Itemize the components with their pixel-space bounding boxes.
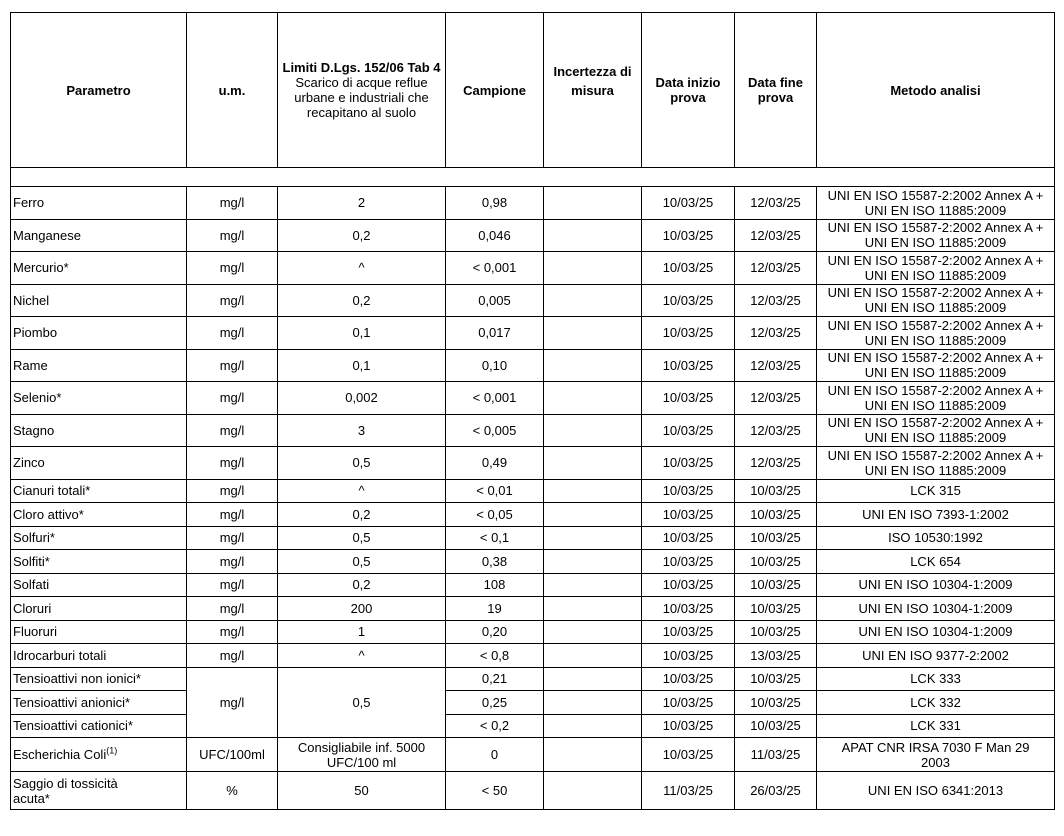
- end-date-cell: 12/03/25: [735, 349, 817, 382]
- method-line-2: UNI EN ISO 11885:2009: [864, 462, 1007, 478]
- sample-cell: 0,25: [446, 691, 544, 715]
- method-line-2: UNI EN ISO 11885:2009: [864, 430, 1007, 446]
- unit-cell: mg/l: [187, 414, 278, 447]
- method-cell: LCK 331: [817, 714, 1055, 738]
- table-body: [11, 168, 1055, 810]
- method-line-1: UNI EN ISO 10304-1:2009: [858, 624, 1013, 640]
- unit-cell: mg/l: [187, 667, 278, 738]
- unit-cell: mg/l: [187, 219, 278, 252]
- unit-cell: mg/l: [187, 503, 278, 527]
- start-date-cell: 10/03/25: [642, 284, 735, 317]
- end-date-cell: 10/03/25: [735, 714, 817, 738]
- limit-cell: 0,002: [278, 382, 446, 415]
- limit-cell: ^: [278, 644, 446, 668]
- parameter-cell: Zinco: [11, 447, 187, 480]
- limit-cell: 0,5: [278, 550, 446, 574]
- method-line-1: ISO 10530:1992: [888, 530, 983, 546]
- method-cell: [817, 620, 1055, 644]
- uncertainty-cell: [544, 317, 642, 350]
- unit-cell: mg/l: [187, 349, 278, 382]
- sample-cell: 19: [446, 597, 544, 621]
- unit-cell: %: [187, 772, 278, 810]
- limit-cell: 3: [278, 414, 446, 447]
- start-date-cell: 10/03/25: [642, 382, 735, 415]
- end-date-cell: 10/03/25: [735, 597, 817, 621]
- sample-cell: 0,005: [446, 284, 544, 317]
- method-line-2: UNI EN ISO 11885:2009: [864, 300, 1007, 316]
- start-date-cell: 10/03/25: [642, 550, 735, 574]
- parameter-cell: Manganese: [11, 219, 187, 252]
- end-date-cell: 12/03/25: [735, 187, 817, 220]
- parameter-cell: Cloruri: [11, 597, 187, 621]
- unit-cell: UFC/100ml: [187, 738, 278, 772]
- end-date-cell: 12/03/25: [735, 447, 817, 480]
- end-date-cell: 10/03/25: [735, 667, 817, 691]
- parameter-cell: [11, 772, 187, 810]
- method-line-2: UNI EN ISO 11885:2009: [864, 332, 1007, 348]
- method-cell: [817, 317, 1055, 350]
- method-cell: [817, 382, 1055, 415]
- limit-cell: 0,2: [278, 284, 446, 317]
- sample-cell: < 0,05: [446, 503, 544, 527]
- limit-cell: 50: [278, 772, 446, 810]
- header-row: [11, 13, 1055, 168]
- method-cell: [817, 414, 1055, 447]
- end-date-cell: 12/03/25: [735, 284, 817, 317]
- header-um: u.m.: [187, 13, 278, 168]
- uncertainty-cell: [544, 667, 642, 691]
- header-data-inizio: Data inizio prova: [642, 13, 735, 168]
- method-line-1: UNI EN ISO 15587-2:2002 Annex A +: [827, 382, 1044, 398]
- sample-cell: 0,49: [446, 447, 544, 480]
- method-line-1: UNI EN ISO 15587-2:2002 Annex A +: [827, 285, 1044, 301]
- uncertainty-cell: [544, 597, 642, 621]
- end-date-cell: 12/03/25: [735, 317, 817, 350]
- unit-cell: mg/l: [187, 382, 278, 415]
- method-line-1: UNI EN ISO 15587-2:2002 Annex A +: [827, 220, 1044, 236]
- limit-cell: 0,2: [278, 573, 446, 597]
- method-line-2: UNI EN ISO 11885:2009: [864, 397, 1007, 413]
- method-line-1: LCK 315: [910, 483, 961, 499]
- end-date-cell: 10/03/25: [735, 503, 817, 527]
- limit-cell: ^: [278, 252, 446, 285]
- table-row: [11, 597, 1055, 621]
- method-line-1: UNI EN ISO 15587-2:2002 Annex A +: [827, 415, 1044, 431]
- uncertainty-cell: [544, 349, 642, 382]
- table-row: [11, 252, 1055, 285]
- method-line-2: UNI EN ISO 11885:2009: [864, 235, 1007, 251]
- uncertainty-cell: [544, 644, 642, 668]
- header-limiti-title: Limiti D.Lgs. 152/06 Tab 4: [282, 60, 441, 75]
- table-row: [11, 550, 1055, 574]
- method-cell: [817, 526, 1055, 550]
- start-date-cell: 10/03/25: [642, 479, 735, 503]
- start-date-cell: 10/03/25: [642, 252, 735, 285]
- footnote-ref: (1): [106, 745, 118, 756]
- sample-cell: < 0,005: [446, 414, 544, 447]
- parameter-cell: [11, 738, 187, 772]
- method-line-1: UNI EN ISO 10304-1:2009: [858, 600, 1013, 616]
- header-incertezza: Incertezza di misura: [544, 13, 642, 168]
- limit-line-1: Consigliabile inf. 5000: [297, 739, 426, 755]
- parameter-cell: Piombo: [11, 317, 187, 350]
- parameter-cell: Mercurio*: [11, 252, 187, 285]
- parameter-cell: Tensioattivi non ionici*: [11, 667, 187, 691]
- method-line-2: UNI EN ISO 11885:2009: [864, 267, 1007, 283]
- sample-cell: 0,98: [446, 187, 544, 220]
- start-date-cell: 10/03/25: [642, 317, 735, 350]
- start-date-cell: 10/03/25: [642, 349, 735, 382]
- method-cell: UNI EN ISO 6341:2013: [817, 772, 1055, 810]
- unit-cell: mg/l: [187, 526, 278, 550]
- table-row: [11, 479, 1055, 503]
- table-row: [11, 447, 1055, 480]
- sample-cell: < 0,001: [446, 382, 544, 415]
- table-row: [11, 691, 1055, 715]
- limit-cell: 0,2: [278, 503, 446, 527]
- method-line-1: UNI EN ISO 15587-2:2002 Annex A +: [827, 187, 1044, 203]
- parameter-name: Escherichia Coli: [13, 747, 107, 762]
- method-cell: [817, 252, 1055, 285]
- method-line-1: UNI EN ISO 10304-1:2009: [858, 577, 1013, 593]
- parameter-cell: Cloro attivo*: [11, 503, 187, 527]
- start-date-cell: 10/03/25: [642, 620, 735, 644]
- end-date-cell: 12/03/25: [735, 219, 817, 252]
- method-cell: LCK 333: [817, 667, 1055, 691]
- unit-cell: mg/l: [187, 187, 278, 220]
- unit-cell: mg/l: [187, 597, 278, 621]
- method-line-1: UNI EN ISO 9377-2:2002: [862, 647, 1009, 663]
- uncertainty-cell: [544, 252, 642, 285]
- uncertainty-cell: [544, 503, 642, 527]
- parameter-line-2: acuta*: [13, 790, 50, 806]
- table-row: [11, 382, 1055, 415]
- unit-cell: mg/l: [187, 550, 278, 574]
- end-date-cell: 10/03/25: [735, 573, 817, 597]
- table-row: [11, 644, 1055, 668]
- uncertainty-cell: [544, 414, 642, 447]
- limit-cell: 0,1: [278, 349, 446, 382]
- table-row: [11, 349, 1055, 382]
- unit-cell: mg/l: [187, 317, 278, 350]
- uncertainty-cell: [544, 447, 642, 480]
- sample-cell: 0: [446, 738, 544, 772]
- method-cell: [817, 573, 1055, 597]
- start-date-cell: 10/03/25: [642, 447, 735, 480]
- uncertainty-cell: [544, 772, 642, 810]
- uncertainty-cell: [544, 284, 642, 317]
- method-line-1: UNI EN ISO 15587-2:2002 Annex A +: [827, 252, 1044, 268]
- parameter-cell: Solfiti*: [11, 550, 187, 574]
- start-date-cell: 10/03/25: [642, 714, 735, 738]
- limit-cell: 2: [278, 187, 446, 220]
- method-cell: [817, 349, 1055, 382]
- end-date-cell: 10/03/25: [735, 526, 817, 550]
- start-date-cell: 10/03/25: [642, 187, 735, 220]
- start-date-cell: 10/03/25: [642, 691, 735, 715]
- uncertainty-cell: [544, 550, 642, 574]
- unit-cell: mg/l: [187, 447, 278, 480]
- header-limiti-desc: Scarico di acque reflue urbane e industriali che recapitano al suolo: [294, 75, 429, 120]
- method-cell: [817, 503, 1055, 527]
- uncertainty-cell: [544, 526, 642, 550]
- method-cell: [817, 447, 1055, 480]
- method-line-1: UNI EN ISO 15587-2:2002 Annex A +: [827, 350, 1044, 366]
- uncertainty-cell: [544, 738, 642, 772]
- method-cell: [817, 550, 1055, 574]
- method-cell: [817, 284, 1055, 317]
- start-date-cell: 10/03/25: [642, 667, 735, 691]
- unit-cell: mg/l: [187, 620, 278, 644]
- sample-cell: 0,38: [446, 550, 544, 574]
- parameter-cell: Fluoruri: [11, 620, 187, 644]
- table-row: [11, 667, 1055, 691]
- parameter-cell: Solfati: [11, 573, 187, 597]
- unit-cell: mg/l: [187, 573, 278, 597]
- method-cell: [817, 738, 1055, 772]
- parameter-line-1: Saggio di tossicità: [13, 775, 118, 791]
- sample-cell: 0,017: [446, 317, 544, 350]
- parameter-cell: Ferro: [11, 187, 187, 220]
- sample-cell: < 0,8: [446, 644, 544, 668]
- end-date-cell: 11/03/25: [735, 738, 817, 772]
- method-cell: [817, 597, 1055, 621]
- end-date-cell: 12/03/25: [735, 414, 817, 447]
- sample-cell: < 0,001: [446, 252, 544, 285]
- table-row: [11, 620, 1055, 644]
- method-line-2: UNI EN ISO 11885:2009: [864, 202, 1007, 218]
- uncertainty-cell: [544, 219, 642, 252]
- end-date-cell: 12/03/25: [735, 252, 817, 285]
- end-date-cell: 12/03/25: [735, 382, 817, 415]
- sample-cell: 0,21: [446, 667, 544, 691]
- start-date-cell: 10/03/25: [642, 414, 735, 447]
- start-date-cell: 10/03/25: [642, 503, 735, 527]
- sample-cell: < 0,1: [446, 526, 544, 550]
- table-row: [11, 573, 1055, 597]
- start-date-cell: 10/03/25: [642, 644, 735, 668]
- limit-cell: [278, 738, 446, 772]
- table-row: [11, 714, 1055, 738]
- end-date-cell: 13/03/25: [735, 644, 817, 668]
- parameter-cell: Tensioattivi cationici*: [11, 714, 187, 738]
- uncertainty-cell: [544, 714, 642, 738]
- table-row: [11, 317, 1055, 350]
- spacer-row: [11, 168, 1055, 187]
- sample-cell: 0,10: [446, 349, 544, 382]
- sample-cell: < 0,2: [446, 714, 544, 738]
- method-cell: [817, 187, 1055, 220]
- limit-cell: 0,5: [278, 667, 446, 738]
- start-date-cell: 10/03/25: [642, 219, 735, 252]
- uncertainty-cell: [544, 691, 642, 715]
- method-line-1: LCK 654: [910, 553, 961, 569]
- spacer-cell: [11, 168, 1055, 187]
- start-date-cell: 10/03/25: [642, 738, 735, 772]
- limit-cell: ^: [278, 479, 446, 503]
- parameter-cell: Cianuri totali*: [11, 479, 187, 503]
- table-row: [11, 187, 1055, 220]
- parameter-cell: Rame: [11, 349, 187, 382]
- method-line-1: UNI EN ISO 7393-1:2002: [862, 506, 1009, 522]
- parameter-cell: Stagno: [11, 414, 187, 447]
- parameter-cell: Solfuri*: [11, 526, 187, 550]
- table-row: [11, 738, 1055, 772]
- limit-cell: 1: [278, 620, 446, 644]
- header-data-fine: Data fine prova: [735, 13, 817, 168]
- end-date-cell: 26/03/25: [735, 772, 817, 810]
- header-metodo: Metodo analisi: [817, 13, 1055, 168]
- sample-cell: 0,20: [446, 620, 544, 644]
- table-row: [11, 772, 1055, 810]
- table-row: [11, 526, 1055, 550]
- header-campione: Campione: [446, 13, 544, 168]
- uncertainty-cell: [544, 187, 642, 220]
- start-date-cell: 10/03/25: [642, 597, 735, 621]
- uncertainty-cell: [544, 573, 642, 597]
- table-row: [11, 219, 1055, 252]
- analysis-results-table: [10, 12, 1055, 810]
- end-date-cell: 10/03/25: [735, 550, 817, 574]
- unit-cell: mg/l: [187, 479, 278, 503]
- limit-cell: 0,5: [278, 447, 446, 480]
- sample-cell: 108: [446, 573, 544, 597]
- method-line-1: APAT CNR IRSA 7030 F Man 29: [841, 739, 1030, 755]
- start-date-cell: 11/03/25: [642, 772, 735, 810]
- method-line-1: UNI EN ISO 15587-2:2002 Annex A +: [827, 317, 1044, 333]
- limit-cell: 0,1: [278, 317, 446, 350]
- parameter-cell: Idrocarburi totali: [11, 644, 187, 668]
- method-line-2: UNI EN ISO 11885:2009: [864, 365, 1007, 381]
- table-row: [11, 414, 1055, 447]
- end-date-cell: 10/03/25: [735, 620, 817, 644]
- end-date-cell: 10/03/25: [735, 479, 817, 503]
- method-cell: [817, 479, 1055, 503]
- unit-cell: mg/l: [187, 284, 278, 317]
- header-limiti: [278, 13, 446, 168]
- sample-cell: < 0,01: [446, 479, 544, 503]
- parameter-cell: Selenio*: [11, 382, 187, 415]
- limit-line-2: UFC/100 ml: [326, 754, 397, 770]
- method-cell: LCK 332: [817, 691, 1055, 715]
- sample-cell: 0,046: [446, 219, 544, 252]
- limit-cell: 0,2: [278, 219, 446, 252]
- parameter-cell: Tensioattivi anionici*: [11, 691, 187, 715]
- uncertainty-cell: [544, 382, 642, 415]
- method-line-2: 2003: [921, 754, 950, 770]
- table-row: [11, 503, 1055, 527]
- method-cell: [817, 219, 1055, 252]
- table-row: [11, 284, 1055, 317]
- uncertainty-cell: [544, 620, 642, 644]
- end-date-cell: 10/03/25: [735, 691, 817, 715]
- method-cell: [817, 644, 1055, 668]
- parameter-cell: Nichel: [11, 284, 187, 317]
- limit-cell: 0,5: [278, 526, 446, 550]
- start-date-cell: 10/03/25: [642, 526, 735, 550]
- unit-cell: mg/l: [187, 252, 278, 285]
- limit-cell: 200: [278, 597, 446, 621]
- unit-cell: mg/l: [187, 644, 278, 668]
- uncertainty-cell: [544, 479, 642, 503]
- start-date-cell: 10/03/25: [642, 573, 735, 597]
- header-parametro: Parametro: [11, 13, 187, 168]
- method-line-1: UNI EN ISO 15587-2:2002 Annex A +: [827, 447, 1044, 463]
- sample-cell: < 50: [446, 772, 544, 810]
